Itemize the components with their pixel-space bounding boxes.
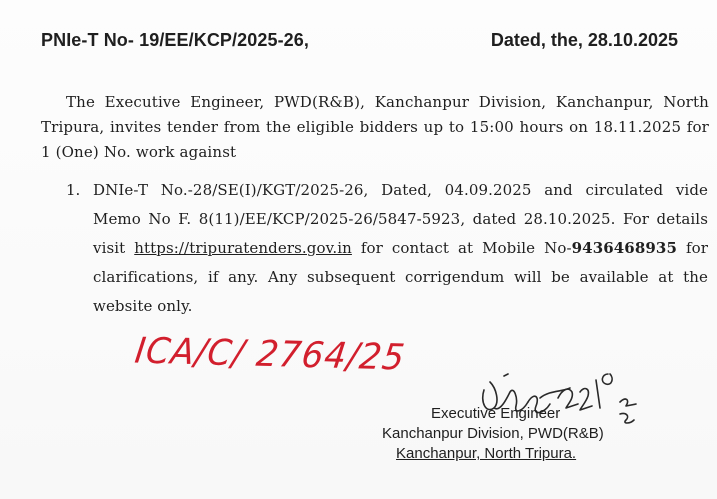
list-item-text-after: for clarifications, if any. Any subsequent corrigendum will be available at the website only. <box>93 239 708 315</box>
document-header <box>41 30 687 60</box>
signatory-title: Executive Engineer <box>431 405 561 422</box>
tender-portal-link[interactable]: https://tripuratenders.gov.in <box>134 239 352 257</box>
list-item <box>66 176 708 321</box>
signatory-location: Kanchanpur, North Tripura. <box>396 445 577 462</box>
body-paragraph <box>41 90 709 165</box>
list-item-number: 1. <box>66 181 81 199</box>
signatory-division: Kanchanpur Division, PWD(R&B) <box>382 425 604 442</box>
body-paragraph-text: The Executive Engineer, PWD(R&B), Kanchanpur Division, Kanchanpur, North Tripura, invites tender from the eligible bidders up to 15:00 hours on 18.11.2025 for 1 (One) No. work against <box>41 93 709 161</box>
list-item-text-before-link: DNIe-T No.-28/SE(I)/KGT/2025-26, Dated, 04.09.2025 and circulated vide Memo No F. 8(11)/EE/KCP/2025-26/5847-5923, dated 28.10.2025. For details visit <box>93 181 708 257</box>
signature-block <box>380 404 680 464</box>
document-date: Dated, the, 28.10.2025 <box>490 30 678 50</box>
tender-reference-number: PNIe-T No- 19/EE/KCP/2025-26, <box>41 30 309 50</box>
mobile-number: 9436468935 <box>571 239 677 257</box>
list-item-text <box>93 176 708 321</box>
handwritten-inward-number: ICA/C/ 2764/25 <box>132 330 408 379</box>
list-item-text-mid: for contact at Mobile No- <box>351 239 572 257</box>
